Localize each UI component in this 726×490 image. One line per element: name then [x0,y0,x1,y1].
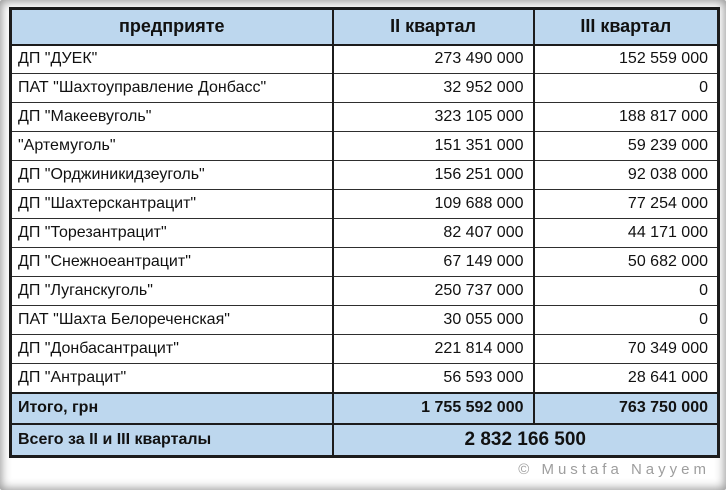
table-row [11,132,719,161]
grand-total-row [11,424,719,457]
q2-value-cell: 82 407 000 [333,219,534,248]
enterprise-cell: ПАТ "Шахтоуправление Донбасс" [11,74,333,103]
totals-q3-value: 763 750 000 [534,393,719,424]
q2-value-cell: 151 351 000 [333,132,534,161]
q3-value-cell: 0 [534,277,719,306]
q3-value-cell: 70 349 000 [534,335,719,364]
q3-value-cell: 92 038 000 [534,161,719,190]
quarters-table [9,7,720,458]
header-row [11,9,719,45]
q2-value-cell: 109 688 000 [333,190,534,219]
totals-row [11,393,719,424]
table-row [11,74,719,103]
enterprise-cell: ДП "Макеевуголь" [11,103,333,132]
q2-value-cell: 323 105 000 [333,103,534,132]
table-row [11,219,719,248]
q2-value-cell: 273 490 000 [333,45,534,74]
grand-total-value: 2 832 166 500 [333,424,719,457]
q2-value-cell: 250 737 000 [333,277,534,306]
totals-label: Итого, грн [11,393,333,424]
q3-value-cell: 28 641 000 [534,364,719,393]
table-row [11,364,719,393]
q3-value-cell: 0 [534,306,719,335]
table-row [11,190,719,219]
enterprise-cell: ДП "Донбасантрацит" [11,335,333,364]
enterprise-cell: ДП "Шахтерскантрацит" [11,190,333,219]
enterprise-cell: "Артемуголь" [11,132,333,161]
enterprise-cell: ДП "Антрацит" [11,364,333,393]
q3-value-cell: 50 682 000 [534,248,719,277]
grand-total-label: Всего за II и III кварталы [11,424,333,457]
header-enterprise: предприяте [11,9,333,45]
table-row [11,45,719,74]
enterprise-cell: ДП "Орджиникидзеуголь" [11,161,333,190]
table-row [11,248,719,277]
q3-value-cell: 0 [534,74,719,103]
q2-value-cell: 32 952 000 [333,74,534,103]
q3-value-cell: 188 817 000 [534,103,719,132]
table-row [11,335,719,364]
copyright-watermark: © Mustafa Nayyem [518,461,710,478]
header-q3: III квартал [534,9,719,45]
enterprise-cell: ДП "ДУЕК" [11,45,333,74]
q2-value-cell: 30 055 000 [333,306,534,335]
q2-value-cell: 156 251 000 [333,161,534,190]
totals-q2-value: 1 755 592 000 [333,393,534,424]
enterprise-cell: ДП "Луганскуголь" [11,277,333,306]
table-row [11,277,719,306]
enterprise-cell: ПАТ "Шахта Белореченская" [11,306,333,335]
q3-value-cell: 59 239 000 [534,132,719,161]
enterprise-cell: ДП "Снежноеантрацит" [11,248,333,277]
header-q2: II квартал [333,9,534,45]
q2-value-cell: 56 593 000 [333,364,534,393]
q2-value-cell: 67 149 000 [333,248,534,277]
q3-value-cell: 77 254 000 [534,190,719,219]
q3-value-cell: 152 559 000 [534,45,719,74]
table-row [11,161,719,190]
q3-value-cell: 44 171 000 [534,219,719,248]
q2-value-cell: 221 814 000 [333,335,534,364]
table-row [11,103,719,132]
enterprise-cell: ДП "Торезантрацит" [11,219,333,248]
table-row [11,306,719,335]
